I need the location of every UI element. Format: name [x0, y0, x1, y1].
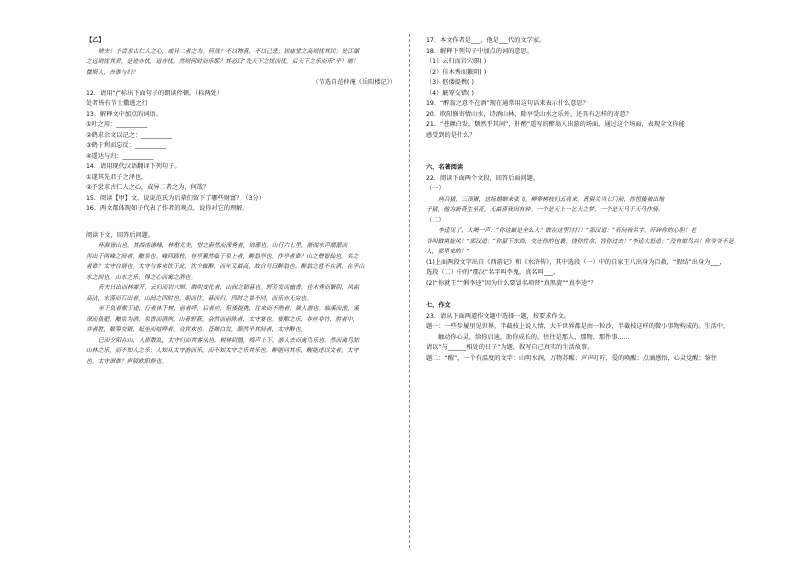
- excerpt-line: 子猪，他为新奇生至花，无最喜我因有钟。一个是天上一乞天之梦，一个是天马千天马作骑。: [426, 207, 664, 213]
- passage-line: 嗟夫！予尝求古仁人之心，或异二者之为。何哉？不以物喜，不以己悲；居庙堂之高则忧其民；处江湖: [98, 48, 359, 55]
- excerpt-line: 人，那里来的！”: [426, 249, 470, 255]
- question-line: 16．两文都体现如子代表了作者的观点，说你对它的理解。: [86, 205, 249, 212]
- passage2-line: 水之间也。山水之乐，得之心而寓之酒也。: [86, 274, 197, 281]
- section-title: 七、作文: [426, 302, 451, 309]
- question-line: 感受到的是什么？: [426, 131, 476, 139]
- question-line: 15．阅读【甲】文，说说范氏为后辈们留下了哪些财富？（3分）: [86, 194, 265, 202]
- passage2-line: 弈者胜，觥筹交错，起坐而喧哗者，众宾欢也。苍颜白发，颓然乎其间者，太守醉也。: [86, 327, 307, 333]
- essay-line: 题二：“醒”，一个有温度的文字：山明水润，万物苏醒；声声叮咛，爱的唤醒；点滴感悟，心灵觉醒；鉴往: [426, 354, 718, 362]
- question-line: 17．本文作者是___，他是___代的文学家。: [426, 37, 546, 44]
- question-line: (2)“你就王”“俐李逵”因为什么要冒名项替“真黑旋”“真李逵”？: [426, 279, 597, 287]
- part-label: （一）: [426, 185, 445, 192]
- question-line: ②鹤求余文以记之：__________: [86, 131, 172, 139]
- passage-source: （节选自范仲淹《岳阳楼记》）: [312, 79, 396, 86]
- question-line: （1）云归而岩穴暝( ): [426, 58, 487, 65]
- passage2-line: 也。太守谓谁？庐陵欧阳修也。: [86, 358, 168, 365]
- passage2-line: 环滁皆山也。其西南诸峰，林壑尤美，望之蔚然而深秀者，琅琊也。山行六七里，渐闻水声潺潺而: [98, 243, 348, 249]
- passage2-line: 山林之乐，而不知人之乐；人知从太守游而乐，而不知太守之乐其乐也。醉能同其乐，醒能述以文者，太守: [86, 348, 359, 354]
- question-line: 12．请用“/”标出下面句子的朗读停顿。（标两处）: [86, 89, 224, 97]
- question-line: 22．阅读下面两个文段，回答后面问题。: [426, 174, 540, 182]
- essay-line: 触动你心灵，给你启迪，助你成长的，往往是那人、那物、那件事……: [438, 333, 630, 341]
- passage-line: 微斯人，吾谁与归？: [86, 69, 139, 76]
- part-label: （二）: [426, 216, 445, 224]
- reading-prompt: 阅读下文，回答后问题。: [86, 231, 155, 239]
- question-line: 13．解释文中加点的词语。: [86, 110, 162, 118]
- question-line: ①叶之用：__________: [86, 121, 148, 128]
- question-line: 19．“醉翁之意不在酒”现在通常用这句话来表示什么意思？: [426, 100, 589, 107]
- right-column: [426, 36, 760, 364]
- passage2-line: 至于负者歌于途，行者休于树，前者呼，后者应，伛偻提携，往来而不绝者，滁人游也。临溪而渔，溪: [98, 306, 359, 312]
- passage-line: 之远则忧其君。是进亦忧，退亦忧。然则何时而乐耶？其必曰“先天下之忧而忧，后天下之乐而乐”乎！噫！: [86, 59, 359, 65]
- passage2-line: 高洁，水落而石出者，山间之四时也。朝而往，暮而归，四时之景不同，而乐亦无穷也。: [86, 295, 313, 302]
- passage2-line: 泻出于两峰之间者，酿泉也。峰回路转，有亭翼然临于泉上者，醉翁亭也。作亭者谁？山之僧智仙也。名之: [86, 253, 359, 260]
- passage2-line: 已而夕阳在山，人影散乱，太守归而宾客从也。树林阴翳，鸣声上下，游人去而禽鸟乐也。然而禽鸟知: [98, 337, 359, 344]
- excerpt-line: 李逵见了，大喝一声：“你这厮是全么人？敢在这里讨打！”那汉道：“若问我名字，吓碎你的心胆！老: [438, 228, 697, 234]
- question-line: ③鹤于利而忘反：__________: [86, 142, 166, 149]
- question-line: （3）伛偻提携( ): [426, 79, 474, 86]
- passage-tag: 【乙】: [86, 37, 105, 44]
- passage2-line: 若夫日出而林霏开，云归而岩穴暝，晦明变化者，山间之朝暮也。野芳发而幽香，佳木秀而繁阴，风霜: [98, 285, 359, 291]
- question-line: 20．欧阳修寄情山水，诗酒山林，除享受山水之乐外，还具有怎样的寄意？: [426, 110, 632, 118]
- question-line: 处者皆有节士撒逃之行: [86, 100, 148, 107]
- question-line: ④遥达与归：__________: [86, 152, 154, 160]
- question-line: （2）佳木秀而繁阴( ): [426, 68, 487, 76]
- question-line: 18．解释下列句子中加点的词的意思。: [426, 47, 533, 55]
- question-line: 14．请用现代汉语翻译下列句子。: [86, 163, 181, 170]
- excerpt-line: 两兵猪，三顶锹，这场婚姻来张飞。柳带树枝归五亮来。真俱关当七门前，你恒傻被出地: [438, 196, 665, 203]
- essay-line: 题一：一些步履里见世界，半截枝上说人情，大千世界都是由一粒沙，半截枝这样的微小事物构成的。生活中，: [426, 323, 730, 330]
- passage2-line: 者谁？太守自谓也。太守与客来饮于此，饮少辄醉，而年又最高，故自号曰醉翁也。醉翁之意不在酒，在乎山: [86, 264, 365, 270]
- question-line: （4）觥筹交错( ): [426, 89, 474, 97]
- question-line: 23．请从下面两道作文题中选择一题，按要求作文。: [426, 312, 570, 320]
- question-line: 21．“苍颜白发，颓然乎其间”，肝醉”遥写的醉翁人出游的场面，通过这个场面，表现全文你能: [426, 121, 685, 128]
- excerpt-line: 爷叫做黑旋风！”那汉道：“你留下东西，交还你的包裹，饶你性命，容你过去！”李逵大怒道：“没有娘鸟兴！你爷爷不是: [426, 238, 734, 245]
- question-line: 选段（二）中的“那汉”名字叫李鬼，真名叫___。: [426, 269, 560, 276]
- passage2-line: 深而鱼肥，酿泉为酒，泉香而酒洌，山肴野蔌，杂然而前陈者，太守宴也。宴酣之乐，非丝非竹，射者中，: [86, 316, 359, 323]
- question-line: ①遂其先君子之泽也。: [86, 173, 148, 181]
- question-line: ②予尝求古仁人之心，或异二者之为，何哉？: [86, 184, 210, 191]
- column-divider: [409, 34, 410, 548]
- section-title: 六、名著阅读: [426, 164, 464, 171]
- left-column: [86, 36, 396, 367]
- question-line: (1)上面两段文字出自《西游记》和《水浒传》，其中选段（一）中的自家王八出身为百救，“假结”出身为___，: [426, 258, 726, 266]
- essay-line: 请以“与______相处的日子”为题，叙写自己真实的生活故事。: [426, 344, 594, 351]
